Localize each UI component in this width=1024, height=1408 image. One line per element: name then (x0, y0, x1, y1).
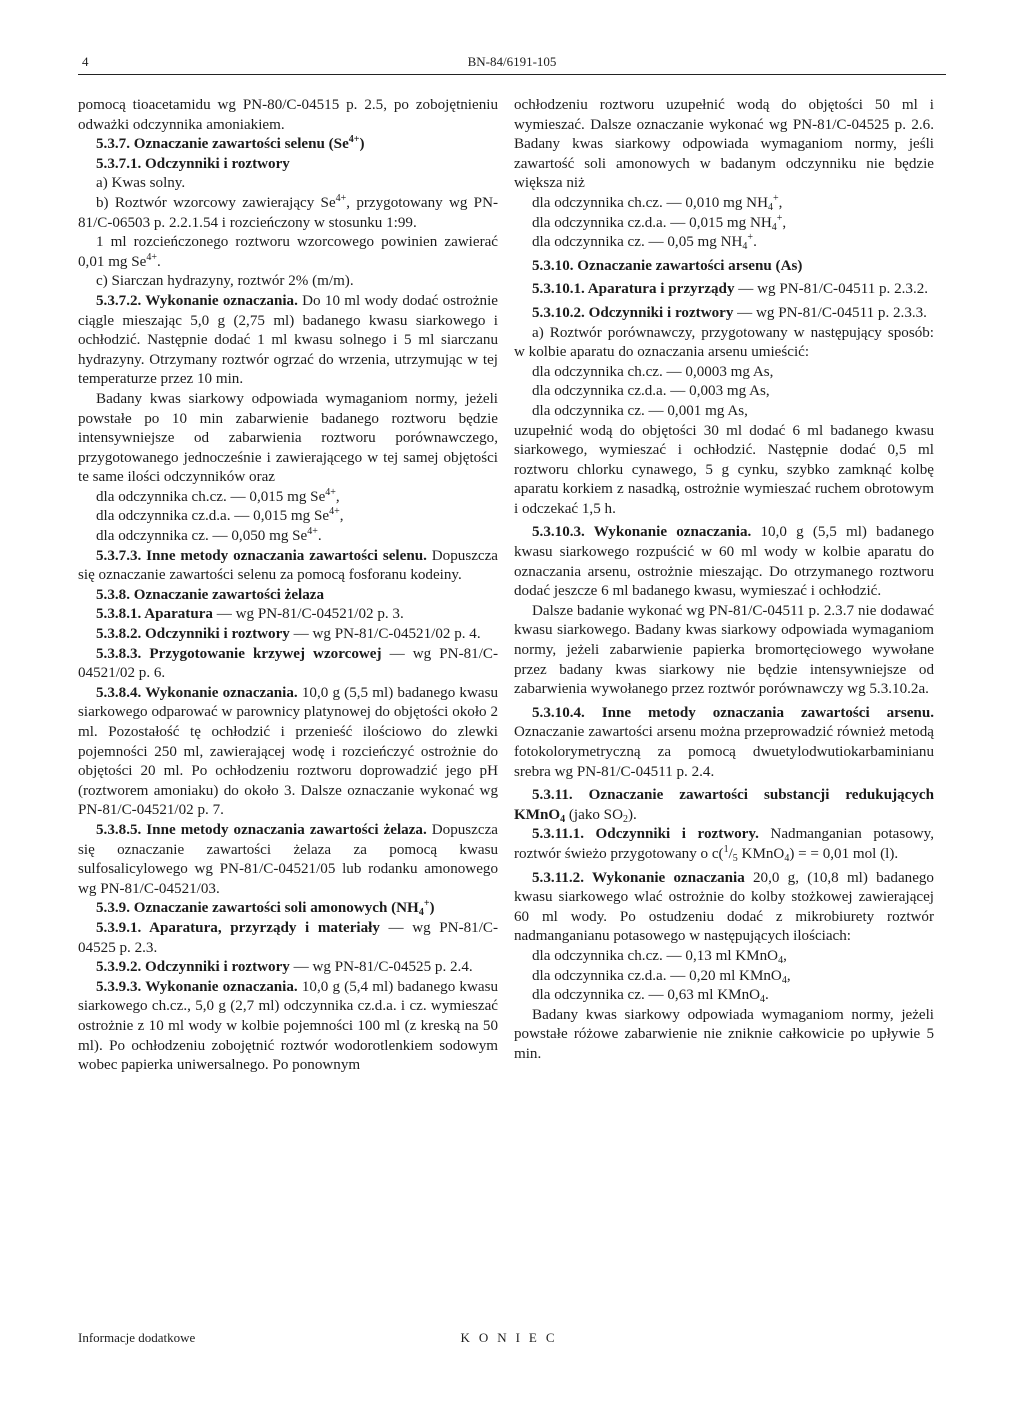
end-mark: KONIEC (460, 1330, 564, 1345)
permanganate-amount-chcz: dla odczynnika ch.cz. — 0,13 ml KMnO$_4$, (532, 947, 787, 966)
paragraph-5-3-9-1: 5.3.9.1. Aparatura, przyrządy i materiały — wg PN-81/C-04525 p. 2.3. (78, 919, 498, 956)
section-heading-5-3-9-1: 5.3.9.1. Aparatura, przyrządy i materiały (96, 919, 380, 936)
paragraph-5-3-8-3: 5.3.8.3. Przygotowanie krzywej wzorcowej — wg PN-81/C-04521/02 p. 6. (78, 645, 498, 682)
reagent-a: a) Kwas solny. (96, 175, 186, 192)
section-heading-5-3-11-1: 5.3.11.1. Odczynniki i roztwory. (532, 826, 759, 843)
permanganate-amount-cz: dla odczynnika cz. — 0,63 ml KMnO$_4$. (532, 987, 769, 1006)
paragraph-5-3-8-5: 5.3.8.5. Inne metody oznaczania zawartości żelaza. Dopuszcza się oznaczanie zawartości żelaza za pomocą kwasu sulfosalicylowego wg PN-81/C-04521/05 lub rodanku amonowego wg PN-81/C-04521/03. (78, 821, 498, 897)
reagent-b: b) Roztwór wzorcowy zawierający $Se^{4+}$, przygotowany wg PN-81/C-06503 p. 2.2.1.54 i rozcieńczony w stosunku 1:99. (78, 192, 498, 231)
section-heading-5-3-8-2: 5.3.8.2. Odczynniki i roztwory (96, 626, 290, 643)
paragraph-5-3-10-2: 5.3.10.2. Odczynniki i roztwory — wg PN-81/C-04511 p. 2.3.3. (532, 304, 927, 321)
permanganate-amount-czda: dla odczynnika cz.d.a. — 0,20 ml KMnO$_4$, (532, 967, 791, 986)
section-heading-5-3-9-2: 5.3.9.2. Odczynniki i roztwory (96, 959, 290, 976)
ammonium-limit-cz: dla odczynnika cz. — 0,05 mg $NH_4^+$. (532, 232, 757, 253)
ammonium-limit-czda: dla odczynnika cz.d.a. — 0,015 mg $NH_4^+$, (532, 212, 787, 233)
footer-info: Informacje dodatkowe (78, 1330, 196, 1345)
section-heading-5-3-9: 5.3.9. Oznaczanie zawartości soli amonowych $(NH_4^+)$ (96, 898, 435, 919)
section-heading-5-3-8-1: 5.3.8.1. Aparatura (96, 606, 213, 623)
section-heading-5-3-8: 5.3.8. Oznaczanie zawartości żelaza (96, 586, 325, 603)
selenium-limit-chcz: dla odczynnika ch.cz. — 0,015 mg $Se^{4+}$, (96, 486, 340, 505)
reagent-b-note: 1 ml rozcieńczonego roztworu wzorcowego powinien zawierać 0,01 mg $Se^{4+}$. (78, 234, 498, 270)
selenium-limit-cz: dla odczynnika cz. — 0,050 mg $Se^{4+}$. (96, 526, 322, 545)
arsenic-amount-chcz: dla odczynnika ch.cz. — 0,0003 mg As, (532, 363, 774, 380)
paragraph-5-3-7-3: 5.3.7.3. Inne metody oznaczania zawartości selenu. Dopuszcza się oznaczanie zawartości selenu za pomocą fosforanu kodeiny. (78, 547, 498, 584)
section-heading-5-3-7-3: 5.3.7.3. Inne metody oznaczania zawartości selenu. (96, 547, 427, 564)
section-heading-5-3-7: 5.3.7. Oznaczanie zawartości selenu $(Se^{4+})$ (96, 134, 365, 153)
paragraph-final-requirement: Badany kwas siarkowy odpowiada wymaganiom normy, jeżeli powstałe różowe zabarwienie nie zniknie całkowicie po upływie 5 min. (514, 1006, 934, 1062)
section-heading-5-3-8-5: 5.3.8.5. Inne metody oznaczania zawartości żelaza. (96, 821, 427, 838)
arsenic-amount-cz: dla odczynnika cz. — 0,001 mg As, (532, 402, 748, 419)
section-heading-5-3-10-2: 5.3.10.2. Odczynniki i roztwory (532, 304, 734, 321)
paragraph-5-3-9-2: 5.3.9.2. Odczynniki i roztwory — wg PN-81/C-04525 p. 2.4. (96, 959, 473, 976)
section-heading-5-3-11-2: 5.3.11.2. Wykonanie oznaczania (532, 869, 745, 886)
section-heading-5-3-7-2: 5.3.7.2. Wykonanie oznaczania. (96, 292, 298, 309)
page-footer (78, 1330, 946, 1350)
paragraph-5-3-8-1: 5.3.8.1. Aparatura — wg PN-81/C-04521/02 p. 3. (96, 606, 404, 623)
section-heading-5-3-10: 5.3.10. Oznaczanie zawartości arsenu (As) (532, 257, 803, 274)
paragraph-5-3-11-2: 5.3.11.2. Wykonanie oznaczania 20,0 g, (10,8 ml) badanego kwasu siarkowego wlać ostrożnie do kolby stożkowej zawierającej 60 ml wody. Po ostudzeniu dodać z mikrobiurety roztwór nadmanganianu potasowego w następujących ilościach: (514, 869, 934, 945)
selenium-limit-czda: dla odczynnika cz.d.a. — 0,015 mg $Se^{4+}$, (96, 506, 344, 525)
document-code: BN-84/6191-105 (467, 54, 557, 69)
paragraph-5-3-10-1: 5.3.10.1. Aparatura i przyrządy — wg PN-81/C-04511 p. 2.3.2. (532, 281, 929, 298)
reagent-c: c) Siarczan hydrazyny, roztwór 2% (m/m). (96, 273, 354, 290)
section-heading-5-3-8-4: 5.3.8.4. Wykonanie oznaczania. (96, 684, 298, 701)
paragraph-5-3-7-2: 5.3.7.2. Wykonanie oznaczania. Do 10 ml wody dodać ostrożnie ciągle mieszając 5,0 g (2,75 ml) badanego kwasu siarkowego i ochłodzić. Następnie dodać 1 ml kwasu solnego i 5 ml siarczanu hydrazyny. Otrzymany roztwór ogrzać do wrzenia, utrzymując w tej temperaturze przez 10 min. (78, 292, 498, 388)
paragraph-fill-up: uzupełnić wodą do objętości 30 ml dodać 6 ml badanego kwasu siarkowego, wymieszać i ochłodzić. Następnie dodać 0,5 ml roztworu chlorku cynawego, 5 g cynku, szybko zamknąć kolbę aparatu korkiem z nasadką, ostrożnie wymieszać ruchem obrotowym i odczekać 1,5 h. (514, 422, 934, 517)
page-header (78, 52, 946, 75)
paragraph-5-3-10-4: 5.3.10.4. Inne metody oznaczania zawartości arsenu. Oznaczanie zawartości arsenu można przeprowadzić również metodą fotokolorymetryczną za pomocą dwuetylodwutiokarbaminianu srebra wg PN-81/C-04511 p. 2.4. (514, 704, 934, 780)
paragraph-5-3-8-2: 5.3.8.2. Odczynniki i roztwory — wg PN-81/C-04521/02 p. 4. (96, 626, 481, 643)
paragraph-5-3-8-4: 5.3.8.4. Wykonanie oznaczania. 10,0 g (5,5 ml) badanego kwasu siarkowego odparować w parownicy platynowej do objętości około 2 ml. Pozostałość tę ochłodzić i przenieść ilościowo do zlewki pojemności 250 ml, zawierającej wodę i rozcieńczyć ostrożnie do objętości 20 ml. Po ochłodzeniu roztworu doprowadzić jego pH (roztworem amoniaku) do około 3. Dalsze oznaczanie wykonać wg PN-81/C-04521/02 p. 7. (78, 684, 498, 819)
section-heading-5-3-8-3: 5.3.8.3. Przygotowanie krzywej wzorcowej (96, 645, 382, 662)
paragraph-ammonium-continued: ochłodzeniu roztworu uzupełnić wodą do objętości 50 ml i wymieszać. Dalsze oznaczanie wykonać wg PN-81/C-04525 p. 2.6. Badany kwas siarkowy odpowiada wymaganiom normy, jeśli zawartość soli amonowych w badanym odczynniku nie będzie większa niż (514, 97, 934, 192)
ammonium-limit-chcz: dla odczynnika ch.cz. — 0,010 mg $NH_4^+$, (532, 192, 783, 213)
paragraph-5-3-11-1: 5.3.11.1. Odczynniki i roztwory. Nadmanganian potasowy, roztwór świeżo przygotowany o $c(^1/_5$ KMnO$_4$) = = 0,01 mol (l). (514, 826, 934, 864)
arsenic-amount-czda: dla odczynnika cz.d.a. — 0,003 mg As, (532, 383, 770, 400)
section-heading-5-3-7-1: 5.3.7.1. Odczynniki i roztwory (96, 155, 290, 172)
reagent-a-comparison: a) Roztwór porównawczy, przygotowany w następujący sposób: w kolbie aparatu do oznaczania arsenu umieścić: (514, 324, 934, 361)
page-number: 4 (82, 54, 89, 69)
section-heading-5-3-10-3: 5.3.10.3. Wykonanie oznaczania. (532, 524, 752, 541)
paragraph-tioacetamide: pomocą tioacetamidu wg PN-80/C-04515 p. 2.5, po zobojętnieniu odważki odczynnika amoniakiem. (78, 97, 498, 133)
right-column (514, 96, 934, 1065)
paragraph-further-testing: Dalsze badanie wykonać wg PN-81/C-04511 p. 2.3.7 nie dodawać kwasu siarkowego. Badany kwas siarkowy odpowiada wymaganiom normy, jeżeli zabarwienie papierka bromortęciowego wywołane przez badany kwas siarkowy nie będzie intensywniejsze od zabarwienia wywołanego przez roztwór porównawczy wg 5.3.10.2a. (514, 602, 934, 698)
section-heading-5-3-11: 5.3.11. Oznaczanie zawartości substancji redukujących KMnO$_4$ (jako $SO_2$). (514, 787, 934, 825)
section-heading-5-3-10-4: 5.3.10.4. Inne metody oznaczania zawartości arsenu. (532, 704, 934, 721)
paragraph-requirement-selenium: Badany kwas siarkowy odpowiada wymaganiom normy, jeżeli powstałe po 10 min zabarwienie badanego roztworu będzie intensywniejsze od zabarwienia roztworu porównawczego, przygotowanego jednocześnie i zawierającego w tej samej objętości te same ilości odczynników oraz (78, 390, 498, 486)
paragraph-5-3-9-3: 5.3.9.3. Wykonanie oznaczania. 10,0 g (5,4 ml) badanego kwasu siarkowego ch.cz., 5,0 g (2,7 ml) odczynnika cz.d.a. i cz. wymieszać ostrożnie z 10 ml wody w kolbie pojemności 100 ml (z kreską na 50 ml). Po ochłodzeniu zobojętnić roztwór wodorotlenkiem sodowym wobec papierka uniwersalnego. Po ponownym (78, 978, 498, 1074)
section-heading-5-3-9-3: 5.3.9.3. Wykonanie oznaczania. (96, 978, 298, 995)
paragraph-5-3-10-3: 5.3.10.3. Wykonanie oznaczania. 10,0 g (5,5 ml) badanego kwasu siarkowego rozpuścić w 60 ml wody w kolbie aparatu do oznaczania arsenu, ostrożnie mieszając. Do otrzymanego roztworu dodać jeszcze 6 ml badanego kwasu, wymieszać i ochłodzić. (514, 524, 934, 600)
left-column (78, 96, 498, 1076)
section-heading-5-3-10-1: 5.3.10.1. Aparatura i przyrządy (532, 281, 735, 298)
